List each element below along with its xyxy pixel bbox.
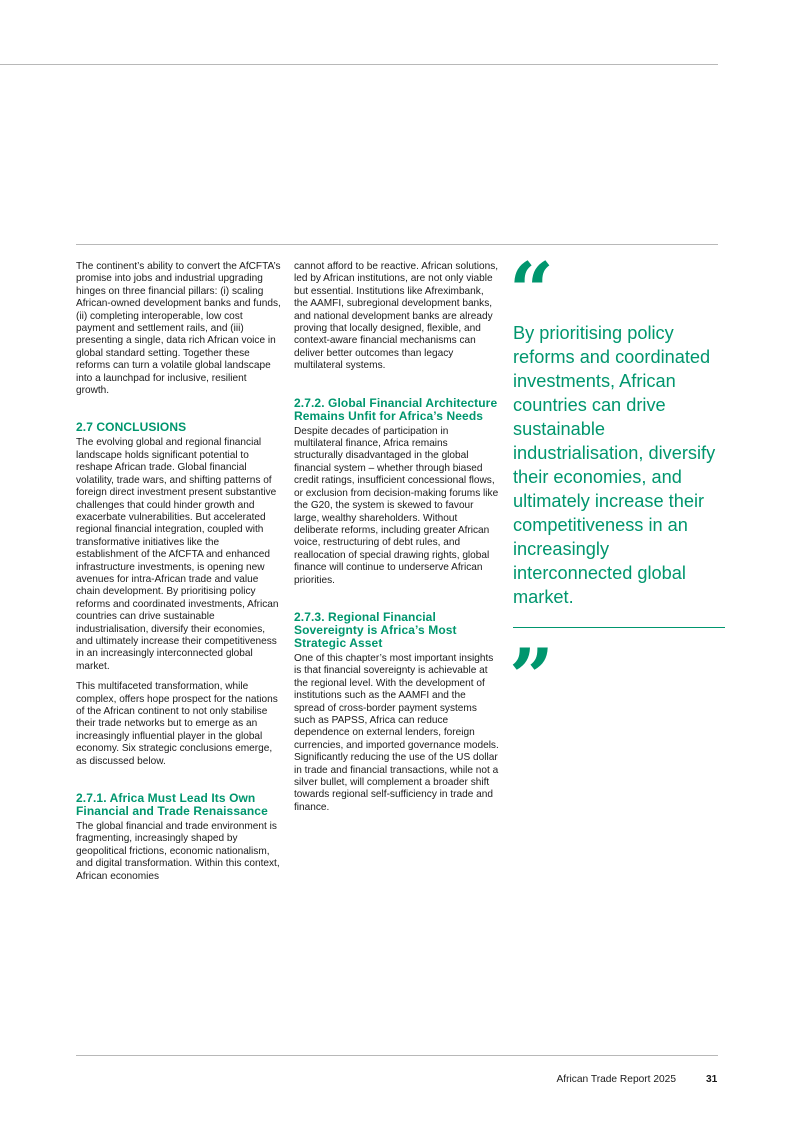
subsection-2-7-3-paragraph: One of this chapter’s most important insights is that financial sovereignty is achievable at the regional level. With the development of institutions such as the AAMFI and the spread of cross-border payment systems such as PAPSS, Africa can reduce dependence on external lenders, foreign currencies, and imported governance models. Significantly reducing the use of the US dollar in trade and financial transactions, while not a silver bullet, will complement a broader shift towards regional self-sufficiency in trade and finance.: [294, 652, 499, 813]
text-column-2: [294, 261, 499, 822]
page-number: 31: [706, 1074, 718, 1085]
top-divider: [0, 64, 718, 65]
section-heading-conclusions: 2.7 CONCLUSIONS: [76, 420, 187, 435]
pull-quote-text: By prioritising policy reforms and coordinated investments, African countries can drive sustainable industrialisation, diversify their economies, and ultimately increase their competitiveness in an increasingly interconnected global market.: [513, 323, 716, 607]
continuation-paragraph: cannot afford to be reactive. African solutions, led by African institutions, are not only viable but essential. Institutions like Afreximbank, the AAMFI, subregional development banks, and national development banks are already proving that locally designed, flexible, and context-aware financial mechanisms can deliver better outcomes than legacy multilateral systems.: [294, 261, 499, 372]
intro-paragraph: The continent’s ability to convert the AfCFTA’s promise into jobs and industrial upgrading hinges on three financial pillars: (i) scaling African-owned development banks and funds, (ii) completing interoperable, low cost payment and settlement rails, and (iii) presenting a single, data rich African voice in global standard setting. Together these reforms can turn a volatile global landscape into a launchpad for inclusive, resilient growth.: [76, 261, 281, 397]
pull-quote-divider: [513, 627, 725, 628]
pull-quote: [509, 246, 725, 723]
close-quote-icon: ”: [509, 632, 554, 723]
text-column-1: [76, 261, 281, 891]
subsection-2-7-2-paragraph: Despite decades of participation in multilateral finance, Africa remains structurally disadvantaged in the global financial system – whether through biased credit ratings, insufficient concessional flows, or exclusion from decision-making forums like the G20, the system is skewed to favour large, wealthy shareholders. Without deliberate reforms, including greater African voice, restructuring of debt rules, and reallocation of special drawing rights, global finance will continue to underserve African priorities.: [294, 425, 499, 586]
subsection-heading-2-7-2: 2.7.2. Global Financial Architecture Remains Unfit for Africa’s Needs: [294, 395, 498, 423]
subsection-heading-2-7-1: 2.7.1. Africa Must Lead Its Own Financial and Trade Renaissance: [76, 791, 268, 819]
content-top-divider: [76, 244, 718, 245]
subsection-heading-2-7-3: 2.7.3. Regional Financial Sovereignty is Africa’s Most Strategic Asset: [294, 609, 457, 650]
subsection-2-7-1-paragraph: The global financial and trade environment is fragmenting, increasingly shaped by geopolitical frictions, economic nationalism, and digital transformation. Within this context, African economies: [76, 821, 280, 882]
footer-divider: [76, 1055, 718, 1056]
footer-report-title: African Trade Report 2025: [556, 1074, 676, 1085]
open-quote-icon: “: [509, 246, 554, 337]
conclusions-paragraph: The evolving global and regional financial landscape holds significant potential to reshape African trade. Global financial volatility, trade wars, and shifting patterns of foreign direct investment present substantive challenges that could hinder growth and exacerbate vulnerabilities. But accelerated regional financial integration, coupled with transformative initiatives like the establishment of the AfCFTA and enhanced infrastructure investments, is opening new avenues for intra-African trade and value chain development. By prioritising policy reforms and coordinated investments, African countries can drive sustainable industrialisation, diversify their economies, and ultimately increase their competitiveness in an increasingly interconnected global market.: [76, 437, 279, 672]
transformation-paragraph: This multifaceted transformation, while complex, offers hope prospect for the nations of the African continent to not only stabilise their trade networks but to emerge as an increasingly influential player in the global economy. Six strategic conclusions emerge, as discussed below.: [76, 681, 278, 767]
